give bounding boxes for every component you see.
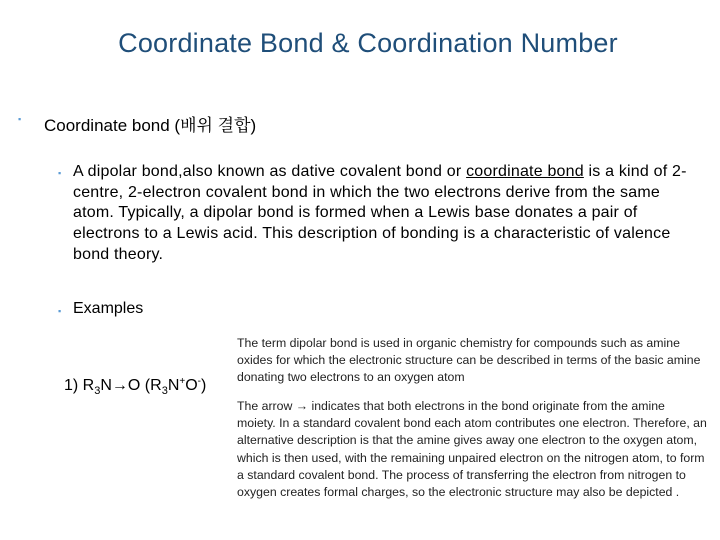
examples-heading: Examples <box>73 300 144 317</box>
formula-part: N <box>167 377 180 394</box>
dipolar-bond-note: The term dipolar bond is used in organic chemistry for compounds such as amine oxides for which the electronic structure can be described in terms of the basic amine donating two electrons to an oxygen atom <box>237 336 701 385</box>
slide-title: Coordinate Bond & Coordination Number <box>118 28 618 58</box>
arrow-explanation-note: The arrow → indicates that both electrons in the bond originate from the amine moiety. In a standard covalent bond each atom contributes one electron. Therefore, an alternative description is that the amine gives away one electron to the oxygen atom, which is then used, with the remaining unpaired electron on the nitrogen atom, to form a standard covalent bond. The process of transferring the electron from nitrogen to oxygen creates formal charges, so the electronic structure may also be depicted . <box>237 399 707 500</box>
formula-superscript: + <box>179 376 186 387</box>
formula-superscript: - <box>197 376 202 387</box>
bullet-icon: ▪ <box>58 306 62 316</box>
bullet-icon: ▪ <box>58 168 62 178</box>
definition-text-start: A dipolar bond,also known as dative covalent bond or <box>73 163 467 180</box>
coordinate-bond-heading: Coordinate bond (배위 결합) <box>44 116 257 135</box>
definition-paragraph <box>73 162 693 266</box>
formula-part: 1) R <box>64 377 95 394</box>
formula-part: O <box>185 377 198 394</box>
formula-part: N→O (R <box>100 377 162 394</box>
example-formula <box>64 377 206 395</box>
definition-text-end: is a kind of 2-centre, 2-electron covalent bond in which the two electrons derive from the same atom. Typically, a dipolar bond is formed when a Lewis base donates a pair of electrons to a Lewis acid. This description of bonding is a characteristic of valence bond theory. <box>73 163 687 263</box>
coordinate-bond-link[interactable]: coordinate bond <box>466 163 584 180</box>
formula-subscript: 3 <box>161 385 168 397</box>
formula-subscript: 3 <box>94 385 101 397</box>
bullet-icon: ▪ <box>18 114 22 124</box>
formula-part: ) <box>201 377 207 394</box>
